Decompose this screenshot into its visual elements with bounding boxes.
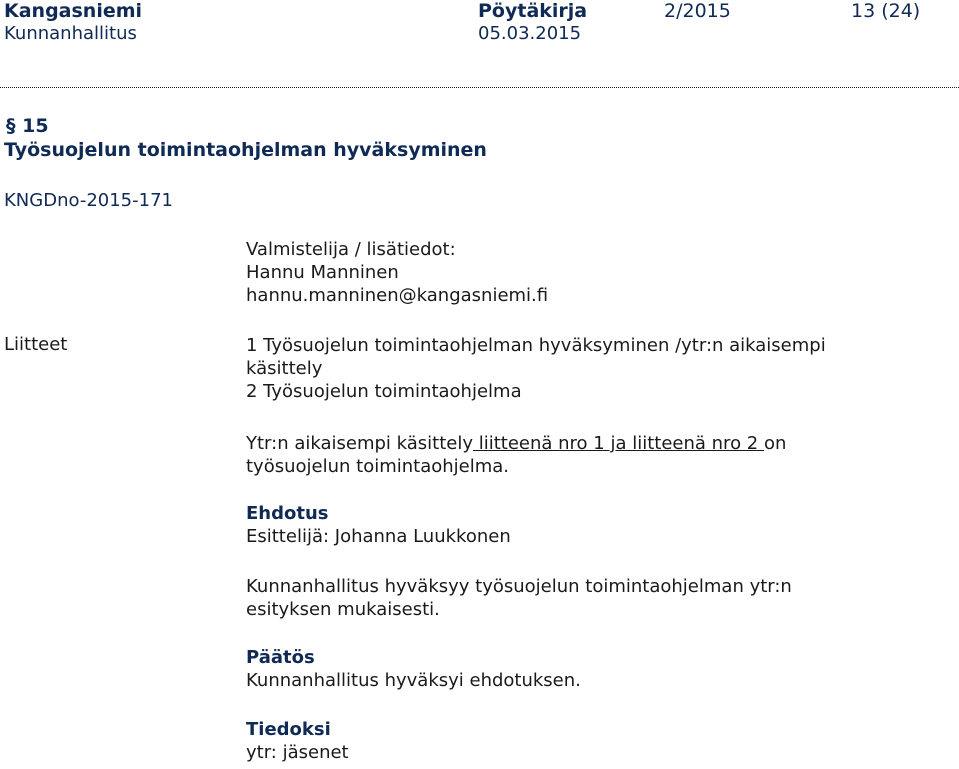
proposal-text [246,575,946,621]
notifications-heading: Tiedoksi [246,719,331,740]
proposal-text-line2: esityksen mukaisesti. [246,599,440,620]
attachments-reference-link[interactable]: liitteenä nro 1 ja liitteenä nro 2 [473,433,764,454]
preparer-name: Hannu Manninen [246,262,399,283]
summary-text-2: on [763,433,787,454]
header-divider [0,87,959,88]
proposal-heading: Ehdotus [246,503,329,524]
attachment-item-1[interactable] [246,334,946,380]
summary-paragraph [246,432,946,478]
preparer-label: Valmistelija / lisätiedot: [246,239,456,260]
page-number: 13 (24) [851,0,921,22]
meeting-date: 05.03.2015 [478,23,582,44]
summary-text-1: Ytr:n aikaisempi käsittely [246,433,473,454]
document-type: Pöytäkirja [478,0,588,22]
attachment-item-1-line1: 1 Työsuojelun toimintaohjelman hyväksyminen /ytr:n aikaisempi [246,335,826,356]
section-title: Työsuojelun toimintaohjelman hyväksyminen [4,139,487,161]
attachment-item-2[interactable]: 2 Työsuojelun toimintaohjelma [246,381,522,402]
section-number: § 15 [6,115,49,137]
attachments-label: Liitteet [4,334,68,355]
decision-block [246,646,946,692]
proposal-text-line1: Kunnanhallitus hyväksyy työsuojelun toimintaohjelman ytr:n [246,576,792,597]
proposal-presenter: Esittelijä: Johanna Luukkonen [246,526,511,547]
preparer-block [246,238,946,307]
decision-heading: Päätös [246,647,315,668]
attachment-item-1-line2: käsittely [246,358,323,379]
notifications-block [246,718,946,764]
preparer-email[interactable]: hannu.manninen@kangasniemi.fi [246,285,549,306]
proposal-block [246,502,946,548]
governing-body: Kunnanhallitus [4,23,137,44]
notifications-text: ytr: jäsenet [246,742,349,763]
record-id: KNGDno-2015-171 [4,190,173,211]
summary-text-line2: työsuojelun toimintaohjelma. [246,456,510,477]
decision-text: Kunnanhallitus hyväksyi ehdotuksen. [246,670,581,691]
organization-name: Kangasniemi [4,0,143,22]
attachments-list [246,334,946,403]
document-number: 2/2015 [664,0,731,22]
